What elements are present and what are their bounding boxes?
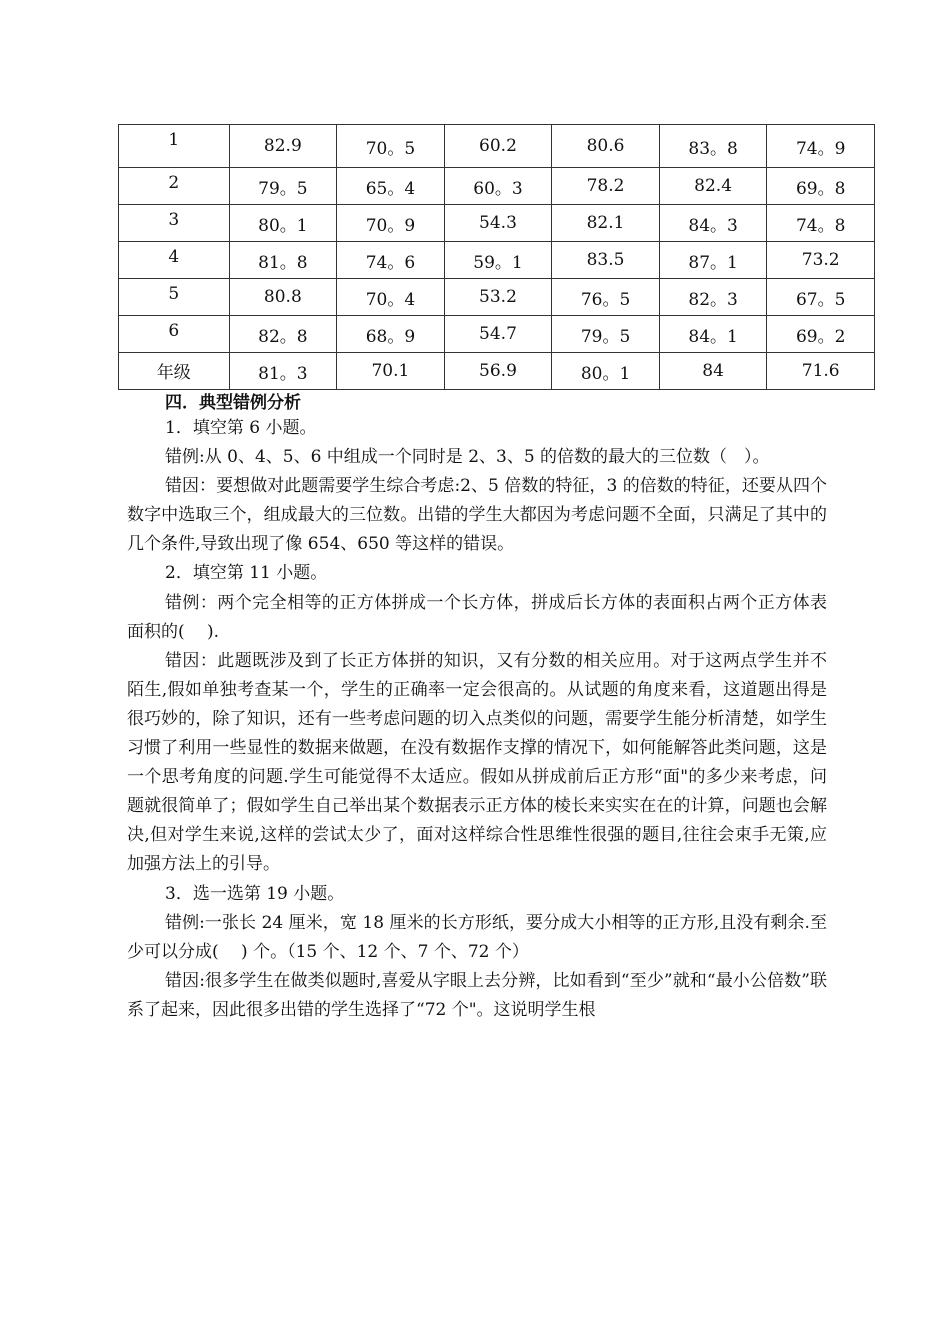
row-label: 2 [119, 168, 230, 205]
table-cell: 79。5 [552, 316, 660, 353]
paragraph: 3．选一选第 19 小题。 [165, 883, 345, 904]
table-cell: 74。9 [767, 125, 875, 168]
table-cell: 84 [659, 353, 767, 390]
table-cell: 83.5 [552, 242, 660, 279]
paragraph: 错例：两个完全相等的正方体拼成一个长方体，拼成后长方体的表面积占两个正方体表面积的( ). [127, 592, 827, 642]
table-cell: 54.3 [444, 205, 552, 242]
table-cell: 80.8 [229, 279, 337, 316]
table-cell: 65。4 [337, 168, 445, 205]
table-cell: 80。1 [229, 205, 337, 242]
table-cell: 82.1 [552, 205, 660, 242]
table-cell: 68。9 [337, 316, 445, 353]
table-cell: 78.2 [552, 168, 660, 205]
table-row [119, 205, 875, 242]
table-row [119, 353, 875, 390]
table-cell: 81。3 [229, 353, 337, 390]
paragraph: 错因：要想做对此题需要学生综合考虑:2、5 倍数的特征，3 的倍数的特征，还要从四个数字中选取三个，组成最大的三位数。出错的学生大都因为考虑问题不全面，只满足了其中的几个条件,导致出现了像 654、650 等这样的错误。 [127, 476, 827, 555]
table-cell: 74。8 [767, 205, 875, 242]
row-label: 6 [119, 316, 230, 353]
table-cell: 54.7 [444, 316, 552, 353]
table-cell: 74。6 [337, 242, 445, 279]
table-cell: 69。8 [767, 168, 875, 205]
table-cell: 56.9 [444, 353, 552, 390]
table-cell: 84。3 [659, 205, 767, 242]
table-row [119, 279, 875, 316]
table-cell: 73.2 [767, 242, 875, 279]
score-table-body [119, 125, 875, 390]
table-cell: 81。8 [229, 242, 337, 279]
paragraph: 错因:很多学生在做类似题时,喜爱从字眼上去分辨，比如看到“至少”就和“最小公倍数”联系了起来，因此很多出错的学生选择了“72 个"。这说明学生根 [127, 970, 827, 1020]
table-row [119, 168, 875, 205]
table-cell: 70。9 [337, 205, 445, 242]
paragraph: 错例:一张长 24 厘米，宽 18 厘米的长方形纸，要分成大小相等的正方形,且没有剩余.至少可以分成( ) 个。（15 个、12 个、7 个、72 个） [127, 912, 827, 962]
section-body [127, 414, 827, 1025]
row-label: 1 [119, 125, 230, 168]
table-row [119, 242, 875, 279]
table-cell: 69。2 [767, 316, 875, 353]
table-cell: 82。8 [229, 316, 337, 353]
table-cell: 53.2 [444, 279, 552, 316]
row-label: 4 [119, 242, 230, 279]
paragraph: 错因：此题既涉及到了长正方体拼的知识，又有分数的相关应用。对于这两点学生并不陌生,假如单独考查某一个，学生的正确率一定会很高的。从试题的角度来看，这道题出得是很巧妙的，除了知识，还有一些考虑问题的切入点类似的问题，需要学生能分析清楚，如学生习惯了利用一些显性的数据来做题，在没有数据作支撑的情况下，如何能解答此类问题，这是一个思考角度的问题.学生可能觉得不太适应。假如从拼成前后正方形“面"的多少来考虑，问题就很简单了；假如学生自己举出某个数据表示正方体的棱长来实实在在的计算，问题也会解决,但对学生来说,这样的尝试太少了，面对这样综合性思维性很强的题目,往往会束手无策,应加强方法上的引导。 [127, 650, 827, 875]
table-cell: 83。8 [659, 125, 767, 168]
table-cell: 71.6 [767, 353, 875, 390]
table-cell: 67。5 [767, 279, 875, 316]
table-cell: 79。5 [229, 168, 337, 205]
table-cell: 60。3 [444, 168, 552, 205]
score-table [118, 124, 875, 390]
row-label: 3 [119, 205, 230, 242]
table-row [119, 125, 875, 168]
table-cell: 80。1 [552, 353, 660, 390]
table-cell: 82。3 [659, 279, 767, 316]
table-cell: 87。1 [659, 242, 767, 279]
table-cell: 70。5 [337, 125, 445, 168]
paragraph: 错例:从 0、4、5、6 中组成一个同时是 2、3、5 的倍数的最大的三位数（ ）。 [165, 447, 770, 468]
table-cell: 82.4 [659, 168, 767, 205]
table-row [119, 316, 875, 353]
paragraph: 2．填空第 11 小题。 [165, 563, 328, 584]
section-heading: 四．典型错例分析 [165, 393, 301, 413]
paragraph: 1．填空第 6 小题。 [165, 418, 317, 438]
row-label: 年级 [119, 353, 230, 390]
table-cell: 70。4 [337, 279, 445, 316]
row-label: 5 [119, 279, 230, 316]
table-cell: 70.1 [337, 353, 445, 390]
table-cell: 76。5 [552, 279, 660, 316]
table-cell: 84。1 [659, 316, 767, 353]
table-cell: 82.9 [229, 125, 337, 168]
table-cell: 60.2 [444, 125, 552, 168]
table-cell: 59。1 [444, 242, 552, 279]
table-cell: 80.6 [552, 125, 660, 168]
